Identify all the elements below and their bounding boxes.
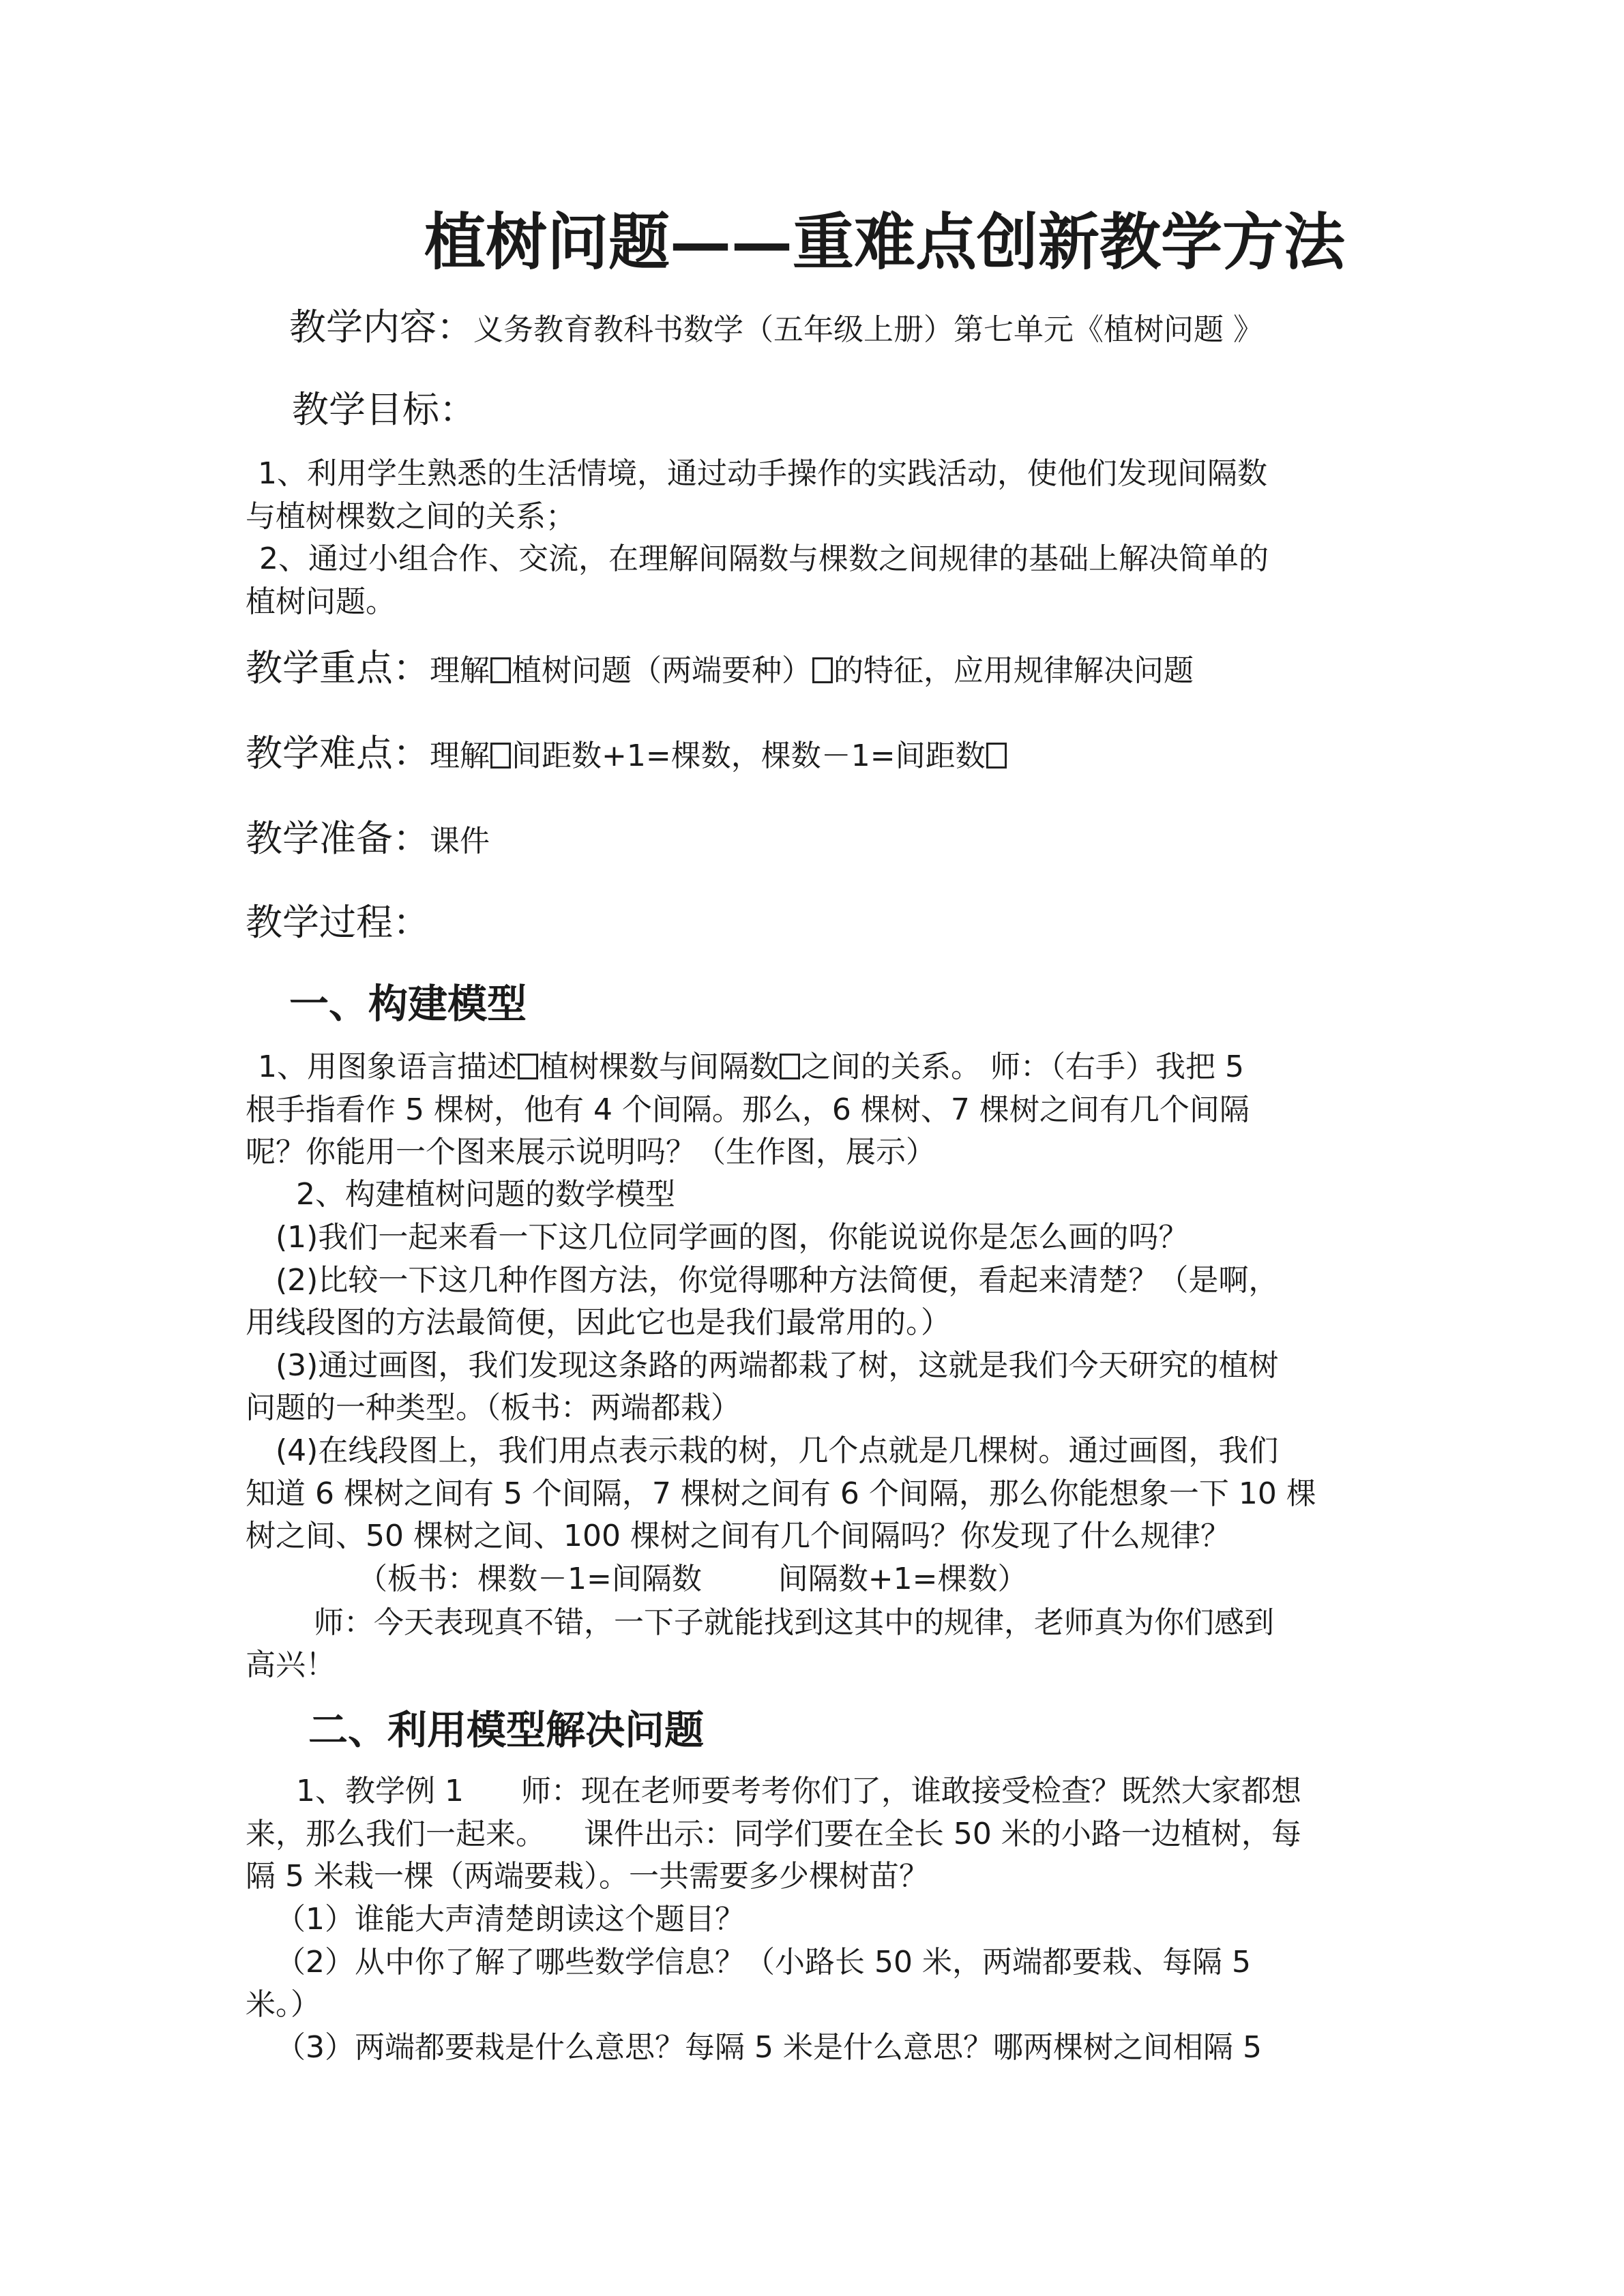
key-point-text: 理解 [430,653,490,688]
goal-line: 与植树棵数之间的关系； [246,499,576,534]
section-heading: 一、构建模型 [289,981,527,1027]
paragraph-line: (3)通过画图，我们发现这条路的两端都栽了树，这就是我们今天研究的植树 [276,1348,1279,1383]
missing-glyph-box [490,657,511,683]
page-title: 植树问题——重难点创新教学方法 [424,206,1345,278]
paragraph-line: （3）两端都要栽是什么意思？每隔 5 米是什么意思？哪两棵树之间相隔 5 [276,2030,1262,2065]
paragraph-line: 树之间、50 棵树之间、100 棵树之间有几个间隔吗？你发现了什么规律？ [246,1519,1230,1553]
paragraph-line: 2、构建植树问题的数学模型 [296,1177,675,1212]
paragraph-line: 根手指看作 5 棵树，他有 4 个间隔。那么，6 棵树、7 棵树之间有几个间隔 [246,1092,1250,1127]
difficulty-text: 理解 [430,739,490,773]
paragraph-line: 1、教学例 1 师：现在老师要考考你们了，谁敢接受检查？既然大家都想 [296,1774,1301,1808]
missing-glyph-box [490,743,511,769]
teaching-content-text: 义务教育教科书数学（五年级上册）第七单元《植树问题 》 [473,312,1263,347]
teaching-goals-label: 教学目标： [292,388,476,431]
paragraph-line: （2）从中你了解了哪些数学信息？（小路长 50 米，两端都要栽、每隔 5 [276,1945,1251,1980]
missing-glyph-box [986,743,1007,769]
text-segment: 植树棵数与间隔数 [539,1049,779,1084]
preparation-label: 教学准备： [246,817,430,860]
difficulty [246,730,1007,777]
paragraph-line: 知道 6 棵树之间有 5 个间隔，7 棵树之间有 6 个间隔，那么你能想象一下 10 棵 [246,1476,1316,1511]
paragraph-line: (4)在线段图上，我们用点表示栽的树，几个点就是几棵树。通过画图，我们 [276,1433,1279,1468]
difficulty-label: 教学难点： [246,732,430,775]
goal-line: 植树问题。 [246,584,396,619]
difficulty-text: 间距数+1=棵数，棵数－1=间距数 [512,739,986,773]
paragraph-line: 米。） [246,1987,321,2022]
key-point [246,644,1194,692]
teaching-content [289,303,1263,351]
key-point-label: 教学重点： [246,646,430,689]
paragraph-line [258,1047,1244,1088]
paragraph-line: 高兴！ [246,1648,336,1682]
key-point-text: 植树问题（两端要种） [512,653,812,688]
paragraph-line: 师：今天表现真不错，一下子就能找到这其中的规律，老师真为你们感到 [314,1605,1274,1640]
board-note: （板书：棵数－1=间隔数 间隔数+1=棵数） [357,1562,1028,1596]
paragraph-line: (1)我们一起来看一下这几位同学画的图，你能说说你是怎么画的吗？ [276,1220,1189,1255]
paragraph-line: 隔 5 米栽一棵（两端要栽）。一共需要多少棵树苗？ [246,1859,929,1894]
paragraph-line: 呢？你能用一个图来展示说明吗？（生作图，展示） [246,1135,936,1169]
preparation-text: 课件 [430,824,490,859]
preparation [246,815,490,863]
text-segment: 之间的关系。 师：（右手）我把 5 [801,1049,1244,1084]
goal-line: 1、利用学生熟悉的生活情境，通过动手操作的实践活动，使他们发现间隔数 [258,456,1267,491]
missing-glyph-box [780,1054,800,1079]
missing-glyph-box [518,1054,538,1079]
paragraph-line: 问题的一种类型。（板书：两端都栽） [246,1390,741,1425]
process-label: 教学过程： [246,901,430,944]
paragraph-line: 来，那么我们一起来。 课件出示：同学们要在全长 50 米的小路一边植树，每 [246,1817,1301,1851]
paragraph-line: （1）谁能大声清楚朗读这个题目？ [276,1902,745,1937]
teaching-content-label: 教学内容： [289,305,473,348]
section-heading: 二、利用模型解决问题 [308,1707,705,1753]
paragraph-line: 用线段图的方法最简便，因此它也是我们最常用的。） [246,1305,951,1340]
text-segment: 1、用图象语言描述 [258,1049,517,1084]
goal-line: 2、通过小组合作、交流，在理解间隔数与棵数之间规律的基础上解决简单的 [259,541,1269,576]
key-point-text: 的特征，应用规律解决问题 [833,653,1194,688]
paragraph-line: (2)比较一下这几种作图方法，你觉得哪种方法简便，看起来清楚？（是啊， [276,1263,1279,1298]
missing-glyph-box [812,657,833,683]
